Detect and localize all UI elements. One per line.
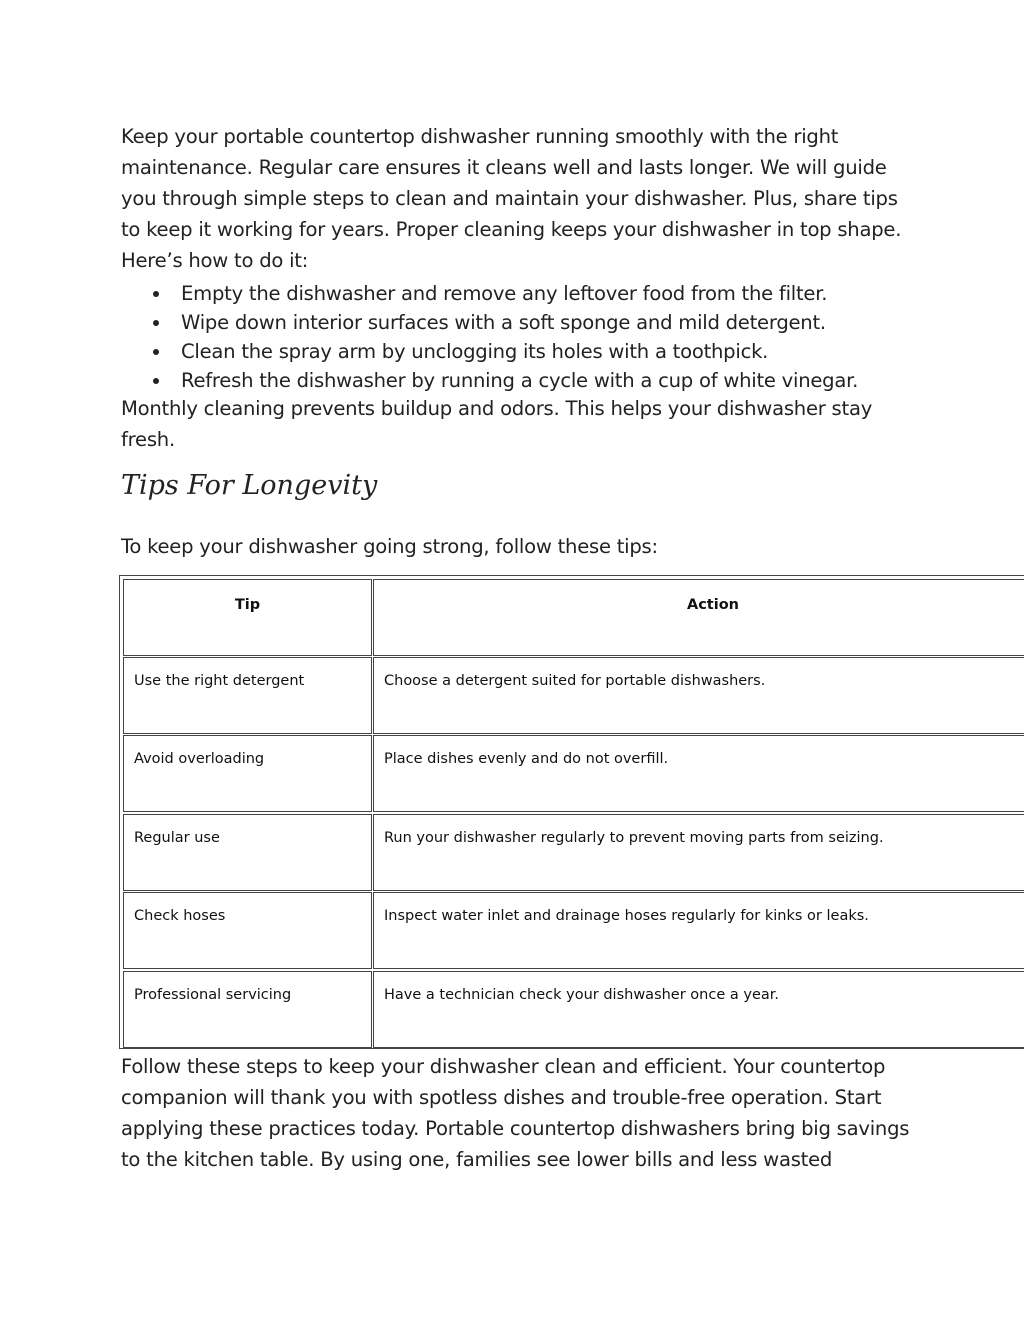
- table-cell-tip: Check hoses: [123, 892, 372, 969]
- list-item-text: Refresh the dishwasher by running a cycle with a cup of white vinegar.: [181, 369, 859, 392]
- tips-intro-paragraph: To keep your dishwasher going strong, follow these tips:: [121, 535, 658, 558]
- list-item: [121, 308, 911, 337]
- monthly-note-paragraph: Monthly cleaning prevents buildup and odors. This helps your dishwasher stay fresh.: [121, 397, 873, 451]
- list-item: [121, 366, 911, 395]
- table-header-tip: Tip: [123, 579, 372, 656]
- table-cell-action: Have a technician check your dishwasher once a year.: [373, 971, 1024, 1048]
- table-cell-action: Choose a detergent suited for portable dishwashers.: [373, 657, 1024, 734]
- intro-paragraph: Keep your portable countertop dishwasher running smoothly with the right maintenance. Regular care ensures it cleans well and lasts longer. We will guide you through simple steps to clean and maintain your dishwasher. Plus, share tips to keep it working for years. Proper cleaning keeps your dishwasher in top shape. Here’s how to do it:: [121, 125, 902, 272]
- bullet-icon: [153, 378, 159, 384]
- table-cell-action: Inspect water inlet and drainage hoses regularly for kinks or leaks.: [373, 892, 1024, 969]
- table-cell-action: Run your dishwasher regularly to prevent moving parts from seizing.: [373, 814, 1024, 891]
- table-cell-tip: Use the right detergent: [123, 657, 372, 734]
- table-cell-tip: Avoid overloading: [123, 735, 372, 812]
- tips-table: [119, 575, 1024, 1049]
- bullet-icon: [153, 320, 159, 326]
- table-header-action: Action: [373, 579, 1024, 656]
- section-heading: Tips For Longevity: [121, 470, 378, 501]
- list-item-text: Wipe down interior surfaces with a soft sponge and mild detergent.: [181, 311, 826, 334]
- list-item-text: Clean the spray arm by unclogging its holes with a toothpick.: [181, 340, 769, 363]
- outro-paragraph: Follow these steps to keep your dishwasher clean and efficient. Your countertop companion will thank you with spotless dishes and trouble-free operation. Start applying these practices today. Portable countertop dishwashers bring big savings to the kitchen table. By using one, families see lower bills and less wasted: [121, 1055, 910, 1171]
- list-item: [121, 337, 911, 366]
- table-cell-tip: Professional servicing: [123, 971, 372, 1048]
- list-item-text: Empty the dishwasher and remove any leftover food from the filter.: [181, 282, 828, 305]
- table-cell-tip: Regular use: [123, 814, 372, 891]
- bullet-icon: [153, 291, 159, 297]
- cleaning-steps-list: [121, 279, 911, 395]
- list-item: [121, 279, 911, 308]
- bullet-icon: [153, 349, 159, 355]
- table-cell-action: Place dishes evenly and do not overfill.: [373, 735, 1024, 812]
